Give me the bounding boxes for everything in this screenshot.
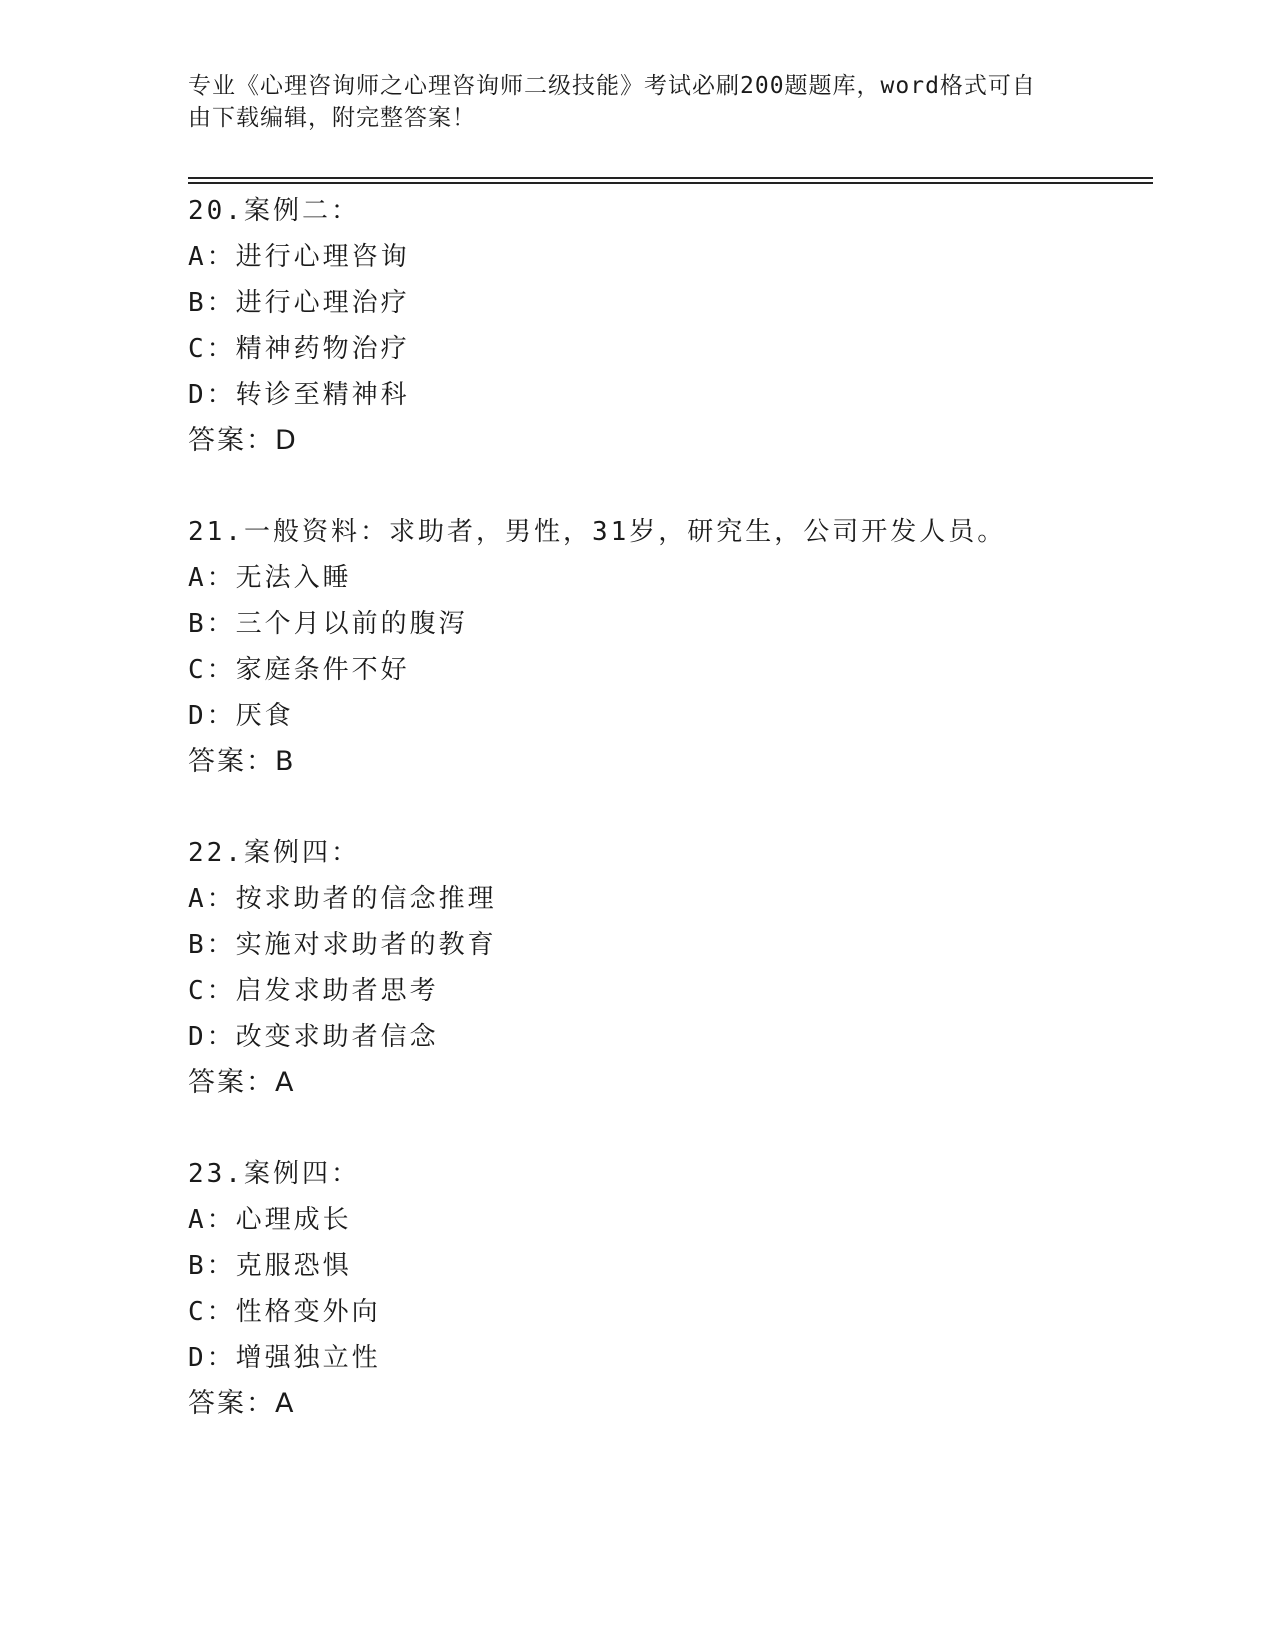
- answer-line: 答案：A: [188, 1388, 296, 1419]
- document-header: [188, 70, 1068, 134]
- option-c: C：家庭条件不好: [188, 655, 410, 685]
- option-c: C：性格变外向: [188, 1297, 381, 1327]
- option-b: B：克服恐惧: [188, 1251, 352, 1281]
- option-d: D：增强独立性: [188, 1343, 381, 1373]
- option-a: A：进行心理咨询: [188, 242, 410, 272]
- header-divider-top: [188, 177, 1153, 179]
- answer-line: 答案：A: [188, 1067, 296, 1098]
- question-stem: 21.一般资料：求助者，男性，31岁，研究生，公司开发人员。: [188, 517, 1007, 547]
- option-c: C：精神药物治疗: [188, 334, 410, 364]
- question-item: [188, 188, 1153, 464]
- question-list: [188, 188, 1153, 1472]
- header-divider-bottom: [188, 182, 1153, 184]
- option-b: B：进行心理治疗: [188, 288, 410, 318]
- option-d: D：改变求助者信念: [188, 1022, 439, 1052]
- question-item: [188, 509, 1153, 785]
- header-line-1: 专业《心理咨询师之心理咨询师二级技能》考试必刷200题题库，word格式可自: [188, 73, 1036, 99]
- option-a: A：无法入睡: [188, 563, 352, 593]
- option-d: D：转诊至精神科: [188, 380, 410, 410]
- option-d: D：厌食: [188, 701, 294, 731]
- question-item: [188, 830, 1153, 1106]
- option-a: A：按求助者的信念推理: [188, 884, 497, 914]
- answer-line: 答案：D: [188, 425, 298, 456]
- option-b: B：三个月以前的腹泻: [188, 609, 468, 639]
- header-line-2: 由下载编辑，附完整答案！: [188, 105, 476, 131]
- option-b: B：实施对求助者的教育: [188, 930, 497, 960]
- question-stem: 22.案例四：: [188, 838, 360, 868]
- option-a: A：心理成长: [188, 1205, 352, 1235]
- option-c: C：启发求助者思考: [188, 976, 439, 1006]
- answer-line: 答案：B: [188, 746, 296, 777]
- question-stem: 23.案例四：: [188, 1159, 360, 1189]
- question-item: [188, 1151, 1153, 1427]
- question-stem: 20.案例二：: [188, 196, 360, 226]
